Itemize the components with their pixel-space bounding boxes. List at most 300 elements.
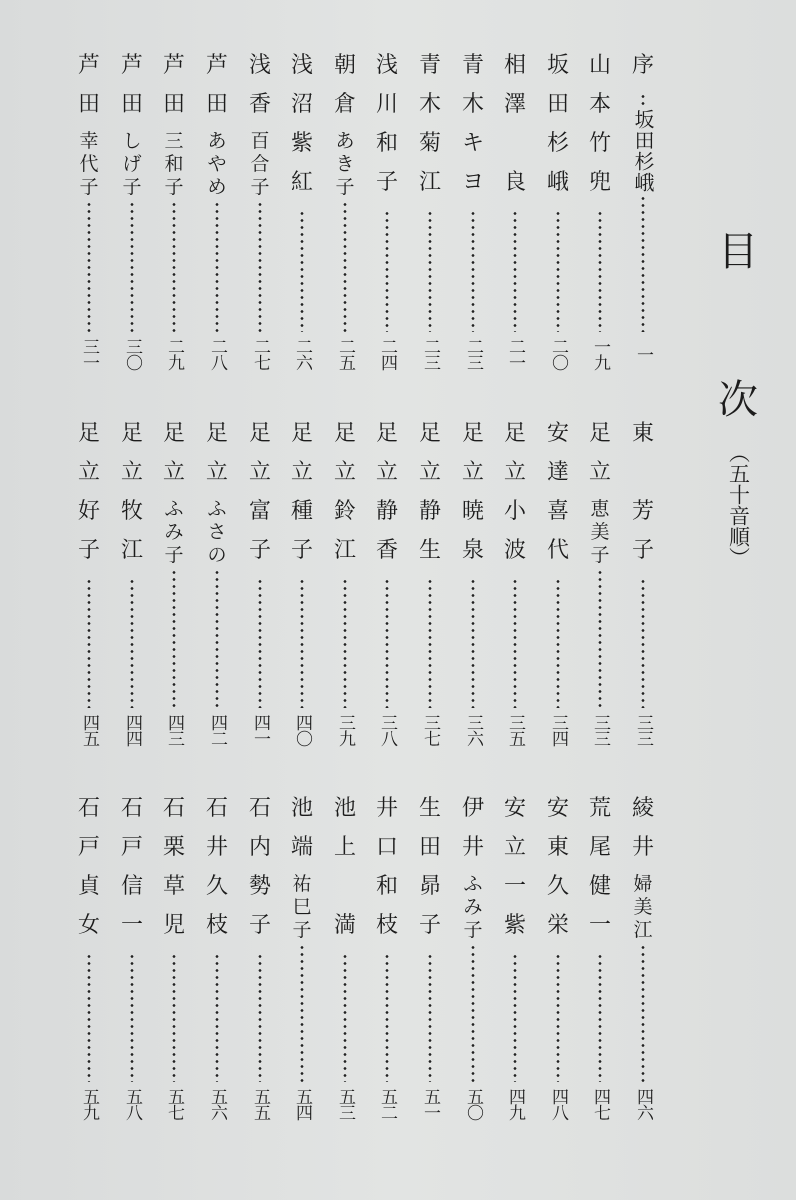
entry-char: 朝 xyxy=(333,53,356,78)
entry-page-number: 三一 xyxy=(79,338,99,370)
entry-char: 暁 xyxy=(461,499,484,524)
entry-name xyxy=(416,52,444,208)
leader-dots xyxy=(385,578,389,708)
toc-entry xyxy=(371,52,403,372)
entry-char: 芦 xyxy=(77,53,100,78)
entry-char: 田 xyxy=(162,92,185,117)
entry-char: 三 xyxy=(164,130,184,152)
entry-name xyxy=(416,795,444,951)
entry-char: 井 xyxy=(375,796,398,821)
entry-char: 足 xyxy=(461,421,484,446)
entry-char: 足 xyxy=(205,421,228,446)
entry-char: 子 xyxy=(335,176,355,198)
entry-char: 子 xyxy=(164,176,184,198)
leader-dots xyxy=(471,578,475,708)
leader-dots xyxy=(172,953,176,1082)
entry-name xyxy=(501,420,529,576)
entry-char: 足 xyxy=(503,421,526,446)
toc-entry xyxy=(244,795,276,1122)
toc-entry xyxy=(414,52,446,372)
leader-dots xyxy=(258,201,262,332)
entry-char: 足 xyxy=(375,421,398,446)
entry-char: 戸 xyxy=(120,835,143,860)
entry-char: 牧 xyxy=(120,499,143,524)
entry-char: 芦 xyxy=(205,53,228,78)
entry-char: 紅 xyxy=(290,170,313,195)
entry-char xyxy=(331,873,359,912)
entry-page-number: 五二 xyxy=(377,1088,397,1120)
entry-char: 婦 xyxy=(633,873,653,895)
entry-char: 浅 xyxy=(290,53,313,78)
leader-dots xyxy=(598,210,602,332)
entry-char: 安 xyxy=(546,421,569,446)
entry-char: 子 xyxy=(250,176,270,198)
entry-char: ヨ xyxy=(461,170,484,195)
entry-name xyxy=(118,420,146,576)
entry-name xyxy=(160,52,188,199)
toc-entry xyxy=(627,52,659,372)
toc-entry xyxy=(201,795,233,1122)
entry-char: 池 xyxy=(333,796,356,821)
entry-char: 立 xyxy=(120,460,143,485)
entry-char: 昴 xyxy=(418,874,441,899)
entry-char: 貞 xyxy=(77,874,100,899)
entry-char: 足 xyxy=(77,421,100,446)
leader-dots xyxy=(130,578,134,708)
entry-name xyxy=(373,420,401,576)
toc-entry xyxy=(116,795,148,1122)
entry-char: 峨 xyxy=(546,170,569,195)
entry-char: 尾 xyxy=(588,835,611,860)
entry-page-number: 五九 xyxy=(79,1088,99,1120)
entry-char: 上 xyxy=(333,835,356,860)
leader-dots xyxy=(385,953,389,1082)
leader-dots xyxy=(428,210,432,332)
entry-char: 浅 xyxy=(248,53,271,78)
entry-char: 江 xyxy=(418,170,441,195)
entry-char: 紫 xyxy=(290,131,313,156)
entry-char: 足 xyxy=(418,421,441,446)
toc-entry xyxy=(584,795,616,1122)
entry-char: 端 xyxy=(290,835,313,860)
entry-char: 芳 xyxy=(631,499,654,524)
entry-char: 立 xyxy=(290,460,313,485)
toc-subtitle: （五十音順） xyxy=(726,442,751,568)
toc-entry xyxy=(414,420,446,748)
entry-name xyxy=(629,420,657,576)
entry-page-number: 三〇 xyxy=(122,338,142,370)
entry-char: 田 xyxy=(546,92,569,117)
entry-char: 竹 xyxy=(588,131,611,156)
leader-dots xyxy=(258,578,262,708)
entry-page-number: 四〇 xyxy=(292,714,312,746)
entry-char: 鈴 xyxy=(333,499,356,524)
toc-entry xyxy=(371,795,403,1122)
entry-name xyxy=(629,795,657,942)
entry-char: 足 xyxy=(290,421,313,446)
entry-char: き xyxy=(335,153,355,175)
entry-page-number: 二八 xyxy=(207,338,227,370)
entry-char: の xyxy=(207,544,227,566)
entry-page-number: 二五 xyxy=(335,338,355,370)
entry-char: 伊 xyxy=(461,796,484,821)
entry-char: 種 xyxy=(290,499,313,524)
entry-char: 栄 xyxy=(546,913,569,938)
entry-char: 子 xyxy=(122,176,142,198)
entry-char: 井 xyxy=(205,835,228,860)
entry-name xyxy=(459,52,487,208)
entry-char: 合 xyxy=(250,153,270,175)
entry-page-number: 一 xyxy=(633,346,653,362)
entry-name xyxy=(544,52,572,208)
toc-entry xyxy=(158,795,190,1122)
entry-char: 幸 xyxy=(79,130,99,152)
entry-char: 石 xyxy=(120,796,143,821)
entry-char: 小 xyxy=(503,499,526,524)
toc-entry xyxy=(499,420,531,748)
entry-char: 枝 xyxy=(375,913,398,938)
entry-page-number: 二〇 xyxy=(548,338,568,370)
entry-char: 澤 xyxy=(503,92,526,117)
entry-char: 石 xyxy=(162,796,185,821)
entry-char: 立 xyxy=(503,835,526,860)
entry-char: 久 xyxy=(546,874,569,899)
toc-entry xyxy=(329,420,361,748)
toc-entry xyxy=(627,420,659,748)
entry-char: 足 xyxy=(120,421,143,446)
entry-name xyxy=(331,420,359,576)
entry-char: 和 xyxy=(375,874,398,899)
entry-char: 田 xyxy=(418,835,441,860)
entry-char: 一 xyxy=(503,874,526,899)
entry-char: 芦 xyxy=(162,53,185,78)
leader-dots xyxy=(258,953,262,1082)
entry-name xyxy=(288,420,316,576)
entry-page-number: 四二 xyxy=(207,714,227,746)
entry-char: 杉 xyxy=(546,131,569,156)
entry-char: 健 xyxy=(588,874,611,899)
leader-dots xyxy=(471,944,475,1082)
leader-dots xyxy=(87,578,91,708)
entry-char: 代 xyxy=(546,538,569,563)
entry-char: 子 xyxy=(463,919,483,941)
entry-char: 序 xyxy=(631,53,654,78)
entry-name xyxy=(501,795,529,951)
entry-char: 和 xyxy=(375,131,398,156)
entry-char: 東 xyxy=(546,835,569,860)
toc-entry xyxy=(457,795,489,1122)
leader-dots xyxy=(471,210,475,332)
entry-name xyxy=(160,420,188,567)
toc-entry xyxy=(329,795,361,1122)
entry-char: 子 xyxy=(164,544,184,566)
entry-name xyxy=(246,795,274,951)
entry-char: 女 xyxy=(77,913,100,938)
entry-char: 草 xyxy=(162,874,185,899)
entry-char: ふ xyxy=(463,873,483,895)
entry-char: 久 xyxy=(205,874,228,899)
toc-entry xyxy=(542,52,574,372)
entry-char: 坂 xyxy=(546,53,569,78)
entry-name xyxy=(203,420,231,567)
leader-dots xyxy=(556,953,560,1082)
entry-page-number: 三九 xyxy=(335,714,355,746)
entry-char: 立 xyxy=(461,460,484,485)
entry-page-number: 三八 xyxy=(377,714,397,746)
entry-char: 青 xyxy=(418,53,441,78)
leader-dots xyxy=(513,953,517,1082)
entry-char: 勢 xyxy=(248,874,271,899)
title-char-1: 目 xyxy=(718,229,758,275)
entry-char: 立 xyxy=(588,460,611,485)
leader-dots xyxy=(172,569,176,708)
entry-char: 荒 xyxy=(588,796,611,821)
entry-char: 子 xyxy=(292,919,312,941)
entry-char: 足 xyxy=(248,421,271,446)
entry-char: 井 xyxy=(461,835,484,860)
entry-char: 相 xyxy=(503,53,526,78)
entry-char: 田 xyxy=(120,92,143,117)
entry-char: 安 xyxy=(546,796,569,821)
entry-char: 子 xyxy=(290,538,313,563)
entry-char: 菊 xyxy=(418,131,441,156)
entry-char: 子 xyxy=(590,544,610,566)
entry-char: 本 xyxy=(588,92,611,117)
toc-entry xyxy=(116,420,148,748)
title-char-2: 次 xyxy=(718,377,758,423)
entry-char: 池 xyxy=(290,796,313,821)
toc-entry xyxy=(244,52,276,372)
entry-page-number: 五八 xyxy=(122,1088,142,1120)
entry-name xyxy=(75,52,103,199)
toc-entry xyxy=(414,795,446,1122)
entry-page-number: 五三 xyxy=(335,1088,355,1120)
entry-name xyxy=(373,795,401,951)
entry-name xyxy=(203,795,231,951)
entry-char: 栗 xyxy=(162,835,185,860)
entry-name xyxy=(288,795,316,942)
entry-char: ふ xyxy=(207,498,227,520)
toc-title xyxy=(710,229,766,568)
entry-page-number: 二一 xyxy=(505,338,525,370)
leader-dots xyxy=(300,944,304,1082)
entry-char: 香 xyxy=(375,538,398,563)
leader-dots xyxy=(300,578,304,708)
entry-char: や xyxy=(207,153,227,175)
entry-char: 子 xyxy=(418,913,441,938)
entry-char: 立 xyxy=(375,460,398,485)
entry-char: 兜 xyxy=(588,170,611,195)
entry-char: あ xyxy=(207,130,227,152)
entry-name xyxy=(459,795,487,942)
entry-page-number: 三五 xyxy=(505,714,525,746)
toc-entry xyxy=(584,52,616,372)
entry-page-number: 二三 xyxy=(463,338,483,370)
entry-page-number: 五四 xyxy=(292,1088,312,1120)
entry-char: 枝 xyxy=(205,913,228,938)
entry-char: 浅 xyxy=(375,53,398,78)
entry-char: 木 xyxy=(461,92,484,117)
entry-char: 子 xyxy=(79,176,99,198)
entry-page-number: 二七 xyxy=(250,338,270,370)
entry-page-number: 五五 xyxy=(250,1088,270,1120)
entry-name xyxy=(331,52,359,199)
leader-dots xyxy=(556,578,560,708)
entry-char: 子 xyxy=(631,538,654,563)
entry-page-number: 二九 xyxy=(164,338,184,370)
entry-char: 立 xyxy=(503,460,526,485)
entry-name xyxy=(118,52,146,199)
entry-page-number: 五一 xyxy=(420,1088,440,1120)
entry-char: ふ xyxy=(164,498,184,520)
entry-char: 子 xyxy=(248,913,271,938)
entry-char: 芦 xyxy=(120,53,143,78)
leader-dots xyxy=(215,201,219,332)
entry-char: 足 xyxy=(333,421,356,446)
toc-entry xyxy=(73,795,105,1122)
entry-name xyxy=(544,795,572,951)
entry-char: 紫 xyxy=(503,913,526,938)
toc-entry xyxy=(499,795,531,1122)
entry-char: 祐 xyxy=(292,873,312,895)
leader-dots xyxy=(641,944,645,1082)
entry-char: 江 xyxy=(633,919,653,941)
entry-char: 内 xyxy=(248,835,271,860)
entry-name xyxy=(288,52,316,208)
entry-char: 子 xyxy=(77,538,100,563)
entry-char: 口 xyxy=(375,835,398,860)
toc-entry xyxy=(201,52,233,372)
entry-char: げ xyxy=(122,153,142,175)
entry-char: み xyxy=(164,521,184,543)
entry-name xyxy=(586,795,614,951)
entry-page-number: 二六 xyxy=(292,338,312,370)
entry-name xyxy=(203,52,231,199)
leader-dots xyxy=(87,953,91,1082)
entry-page-number: 四七 xyxy=(590,1088,610,1120)
entry-char: 綾 xyxy=(631,796,654,821)
entry-page-number: 三七 xyxy=(420,714,440,746)
entry-char: 生 xyxy=(418,796,441,821)
entry-char: 青 xyxy=(461,53,484,78)
entry-char: 児 xyxy=(162,913,185,938)
entry-char: 江 xyxy=(120,538,143,563)
toc-entry xyxy=(158,420,190,748)
toc-entry xyxy=(244,420,276,748)
entry-char: 立 xyxy=(333,460,356,485)
entry-char: 江 xyxy=(333,538,356,563)
entry-page-number: 一九 xyxy=(590,338,610,370)
toc-entry xyxy=(286,420,318,748)
leader-dots xyxy=(641,195,645,332)
entry-name xyxy=(629,52,657,91)
entry-char: 子 xyxy=(248,538,271,563)
entry-name xyxy=(331,795,359,951)
leader-dots xyxy=(130,201,134,332)
toc-entry xyxy=(329,52,361,372)
toc-entry xyxy=(116,52,148,372)
entry-char: 井 xyxy=(631,835,654,860)
entry-char: 川 xyxy=(375,92,398,117)
leader-dots xyxy=(428,953,432,1082)
entry-char: 達 xyxy=(546,460,569,485)
entry-name xyxy=(75,795,103,951)
leader-dots xyxy=(130,953,134,1082)
leader-dots xyxy=(215,569,219,708)
entry-char xyxy=(501,130,529,169)
entry-char: 立 xyxy=(248,460,271,485)
entry-char: 静 xyxy=(418,499,441,524)
toc-entry xyxy=(201,420,233,748)
entry-char: 立 xyxy=(162,460,185,485)
entry-char: み xyxy=(463,896,483,918)
entry-name xyxy=(586,420,614,567)
entry-char: 百 xyxy=(250,130,270,152)
leader-dots xyxy=(598,569,602,708)
leader-dots xyxy=(343,578,347,708)
entry-page-number: 四五 xyxy=(79,714,99,746)
entry-char: あ xyxy=(335,130,355,152)
entry-char: 喜 xyxy=(546,499,569,524)
toc-entry xyxy=(457,420,489,748)
entry-char: 泉 xyxy=(461,538,484,563)
leader-dots xyxy=(87,201,91,332)
entry-page-number: 四一 xyxy=(250,714,270,746)
entry-name xyxy=(246,52,274,199)
entry-char: 足 xyxy=(588,421,611,446)
entry-char: 立 xyxy=(418,460,441,485)
entry-char: 富 xyxy=(248,499,271,524)
entry-char: 田 xyxy=(205,92,228,117)
entry-name xyxy=(459,420,487,576)
entry-char: 一 xyxy=(588,913,611,938)
entry-page-number: 五六 xyxy=(207,1088,227,1120)
entry-page-number: 四六 xyxy=(633,1088,653,1120)
entry-char: 石 xyxy=(77,796,100,821)
entry-char: 生 xyxy=(418,538,441,563)
entry-char: 和 xyxy=(164,153,184,175)
leader-dots xyxy=(598,953,602,1082)
leader-dots xyxy=(641,93,645,105)
entry-name xyxy=(373,52,401,208)
leader-dots xyxy=(172,201,176,332)
entry-name xyxy=(501,52,529,208)
leader-dots xyxy=(513,578,517,708)
entry-char: 戸 xyxy=(77,835,100,860)
toc-entry xyxy=(286,52,318,372)
entry-name xyxy=(246,420,274,576)
toc-entry xyxy=(542,420,574,748)
toc-entry xyxy=(371,420,403,748)
entry-char: 安 xyxy=(503,796,526,821)
entry-char: 足 xyxy=(162,421,185,446)
entry-char: 田 xyxy=(77,92,100,117)
entry-char: 静 xyxy=(375,499,398,524)
entry-page-number: 二三 xyxy=(420,338,440,370)
entry-page-number: 四九 xyxy=(505,1088,525,1120)
entry-char: 立 xyxy=(77,460,100,485)
leader-dots xyxy=(641,578,645,708)
leader-dots xyxy=(556,210,560,332)
toc-entry xyxy=(73,420,105,748)
entry-page-number: 四八 xyxy=(548,1088,568,1120)
entry-char: 石 xyxy=(248,796,271,821)
entry-char: 恵 xyxy=(590,498,610,520)
entry-char: 立 xyxy=(205,460,228,485)
entry-char: 香 xyxy=(248,92,271,117)
entry-page-number: 三三 xyxy=(633,714,653,746)
entry-name xyxy=(544,420,572,576)
